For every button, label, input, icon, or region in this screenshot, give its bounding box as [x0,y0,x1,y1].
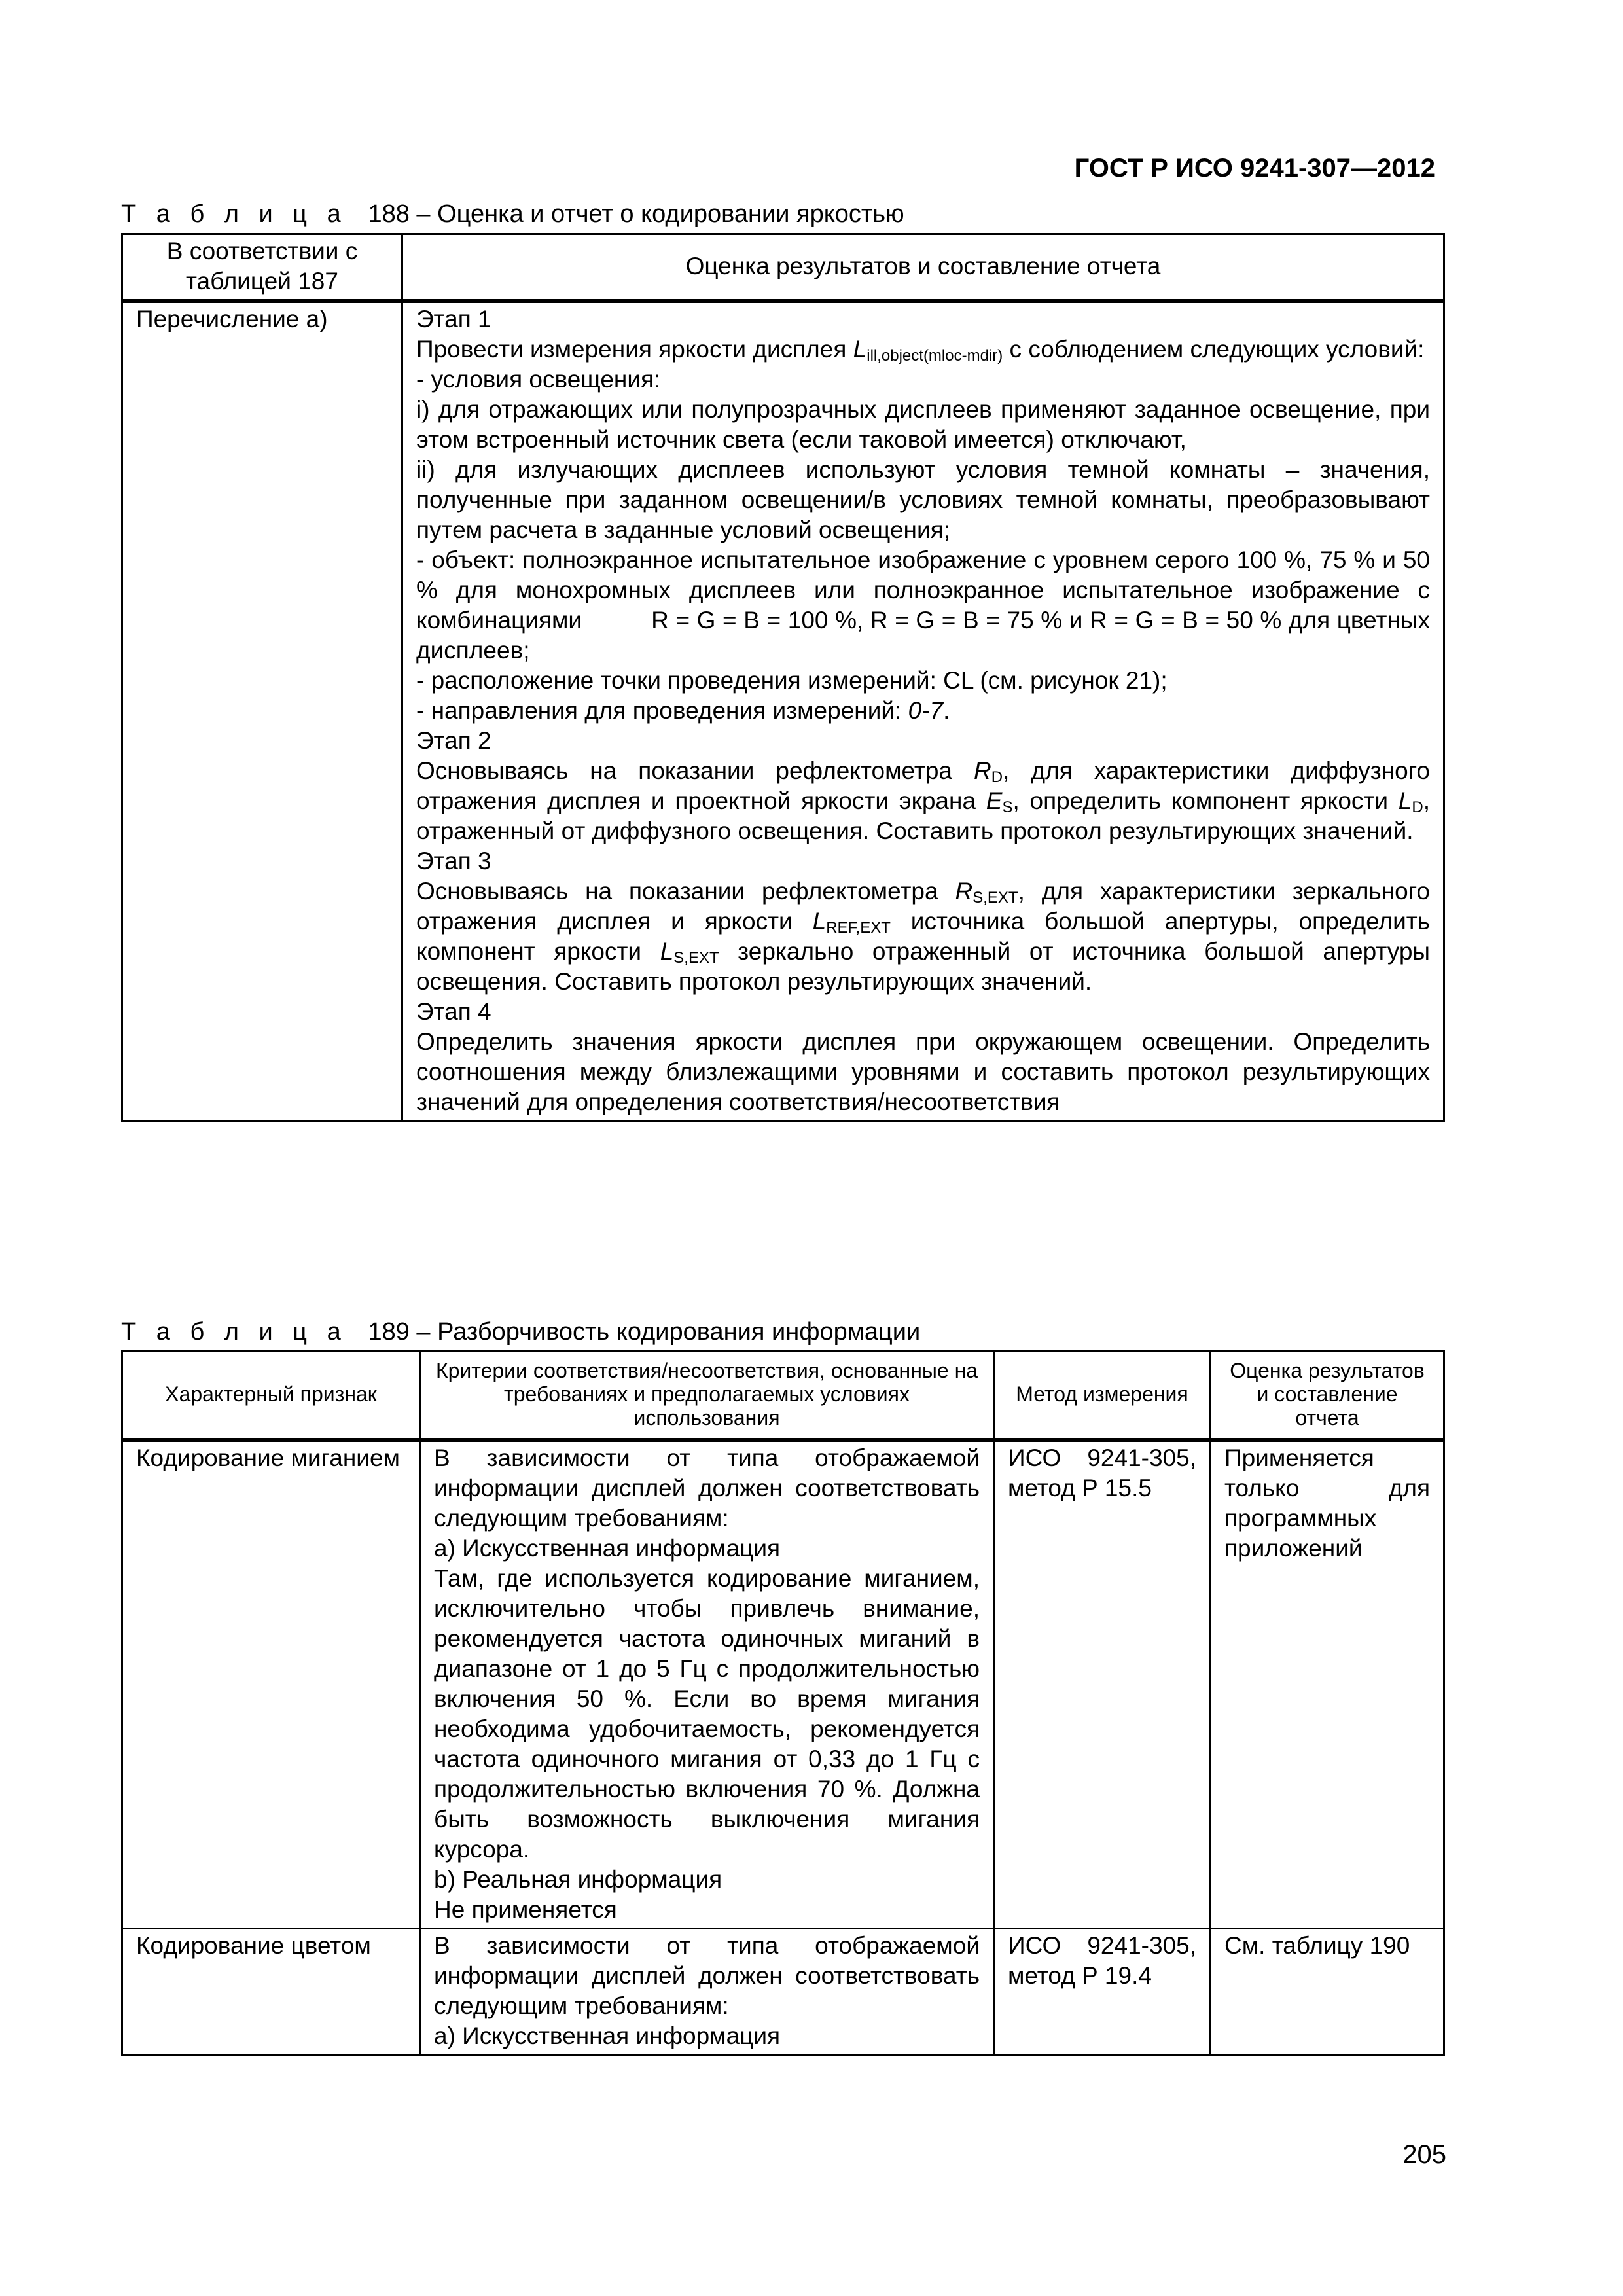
table-row [122,1440,1444,1929]
method-color-coding: ИСО 9241-305, метод Р 19.4 [994,1928,1211,2054]
stage-1-measure [416,334,1430,365]
table-188-caption-text: 188 – Оценка и отчет о кодировании яркостью [368,200,904,228]
table-189-caption-text: 189 – Разборчивость кодирования информации [368,1318,921,1346]
stage-4-text: Определить значения яркости дисплея при окружающем освещении. Определить соотношения между близлежащими уровнями и составить протокол результирующих значений для определения соответствия/несоответствия [416,1028,1430,1115]
feature-blink-coding: Кодирование миганием [122,1440,420,1929]
text-fragment: источника большой апертуры, определить компонент яркости [416,908,1430,965]
evaluation-blink-coding: Применяется только для программных приложений [1211,1440,1444,1929]
stage-1-heading: Этап 1 [416,306,491,332]
table-188-col1-header: В соответствии с таблицей 187 [122,234,402,302]
symbol-subscript: S [1002,798,1013,816]
page-number: 205 [1402,2140,1446,2169]
table-188-col2-header: Оценка результатов и составление отчета [402,234,1444,302]
stage-1-conditions: - условия освещения: [416,366,661,393]
stage-1-directions [416,696,1430,726]
stage-2-text [416,756,1430,846]
symbol-subscript: REF,EXT [826,919,891,937]
table-189-caption [121,1318,920,1346]
symbol-L: L [1398,787,1412,814]
feature-color-coding: Кодирование цветом [122,1928,420,2054]
text-fragment: , для характеристики зеркального отражения дисплея и яркости [416,878,1430,935]
method-blink-coding: ИСО 9241-305, метод Р 15.5 [994,1440,1211,1929]
text-fragment: зеркально отраженный от источника большой апертуры освещения. Составить протокол результирующих значений. [416,938,1430,995]
criteria-artificial-info: а) Искусственная информация [434,1534,781,1562]
table-188-row-label: Перечисление а) [122,301,402,1121]
symbol-subscript: D [991,768,1003,786]
criteria-blink-coding [420,1440,994,1929]
symbol-L: L [660,938,674,965]
symbol-R: R [974,757,991,784]
text-fragment: - объект: полноэкранное испытательное изображение с уровнем серого 100 %, 75 % и 50 % для монохромных дисплеев или полноэкранное испытательное изображение с комбинациями [416,547,1430,634]
evaluation-color-coding: См. таблицу 190 [1211,1928,1444,2054]
text-fragment: Провести измерения яркости дисплея [416,336,853,363]
symbol-subscript: S,EXT [673,949,719,967]
stage-2-heading: Этап 2 [416,727,491,754]
criteria-intro: В зависимости от типа отображаемой информации дисплей должен соответствовать следующим требованиям: [434,1931,980,2019]
text-fragment: . [943,697,950,724]
text-fragment: , отраженный от диффузного освещения. Составить протокол результирующих значений. [416,787,1430,844]
direction-range: 0-7 [908,697,944,724]
symbol-subscript: D [1412,798,1423,816]
text-fragment: , определить компонент яркости [1012,787,1399,814]
text-fragment: Основываясь на показании рефлектометра [416,757,974,784]
stage-1-condition-i: i) для отражающих или полупрозрачных дисплеев применяют заданное освещение, при этом встроенный источник света (если таковой имеется) отключают, [416,396,1430,453]
text-fragment: , для характеристики диффузного отражения дисплея и проектной яркости экрана [416,757,1430,814]
text-fragment: с соблюдением следующих условий: [1003,336,1425,363]
stage-3-heading: Этап 3 [416,848,491,874]
table-row [122,1928,1444,2054]
symbol-R: R [955,878,973,905]
stage-1-location: - расположение точки проведения измерений: CL (см. рисунок 21); [416,667,1168,694]
text-fragment: Основываясь на показании рефлектометра [416,878,955,905]
symbol-L: L [853,336,867,363]
table-row [122,301,1444,1121]
table-188 [121,233,1445,1122]
criteria-artificial-info: а) Искусственная информация [434,2022,781,2049]
text-fragment: R = G = B = 100 %, R = G = B = 75 % и R = G = B = 50 % для цветных дисплеев; [416,607,1430,664]
criteria-color-coding [420,1928,994,2054]
symbol-subscript: S,EXT [972,889,1018,906]
document-code: ГОСТ Р ИСО 9241-307—2012 [1074,154,1435,183]
stage-1-object [416,545,1430,666]
table-189-col4-header: Оценка результатов и составление отчета [1211,1352,1444,1440]
table-189-col2-header: Критерии соответствия/несоответствия, основанные на требованиях и предполагаемых условиях использования [420,1352,994,1440]
stage-1-condition-ii: ii) для излучающих дисплеев используют условия темной комнаты – значения, полученные при заданном освещении/в условиях темной комнаты, преобразовывают путем расчета в заданные условий освещения; [416,456,1430,543]
table-188-caption [121,200,904,228]
table-188-evaluation-cell [402,301,1444,1121]
criteria-not-applicable: Не применяется [434,1895,617,1923]
table-189-col3-header: Метод измерения [994,1352,1211,1440]
table-188-header-row [122,234,1444,302]
table-189 [121,1350,1445,2056]
criteria-intro: В зависимости от типа отображаемой информации дисплей должен соответствовать следующим требованиям: [434,1444,980,1532]
symbol-E: E [986,787,1003,814]
table-188-caption-prefix: Т а б л и ц а [121,200,348,228]
table-189-col1-header: Характерный признак [122,1352,420,1440]
text-fragment: - направления для проведения измерений: [416,697,908,724]
criteria-text: Там, где используется кодирование миганием, исключительно чтобы привлечь внимание, рекомендуется частота одиночных миганий в диапазоне от 1 до 5 Гц с продолжительностью включения 50 %. Если во время мигания необходима удобочитаемость, рекомендуется частота одиночного мигания от 0,33 до 1 Гц с продолжительностью включения 70 %. Должна быть возможность выключения мигания курсора. [434,1564,980,1863]
table-189-caption-prefix: Т а б л и ц а [121,1318,348,1346]
table-189-header-row [122,1352,1444,1440]
stage-4-heading: Этап 4 [416,998,491,1025]
symbol-subscript: ill,object(mloc-mdir) [866,347,1003,365]
criteria-real-info: b) Реальная информация [434,1865,722,1893]
stage-3-text [416,876,1430,997]
symbol-L: L [812,908,827,935]
